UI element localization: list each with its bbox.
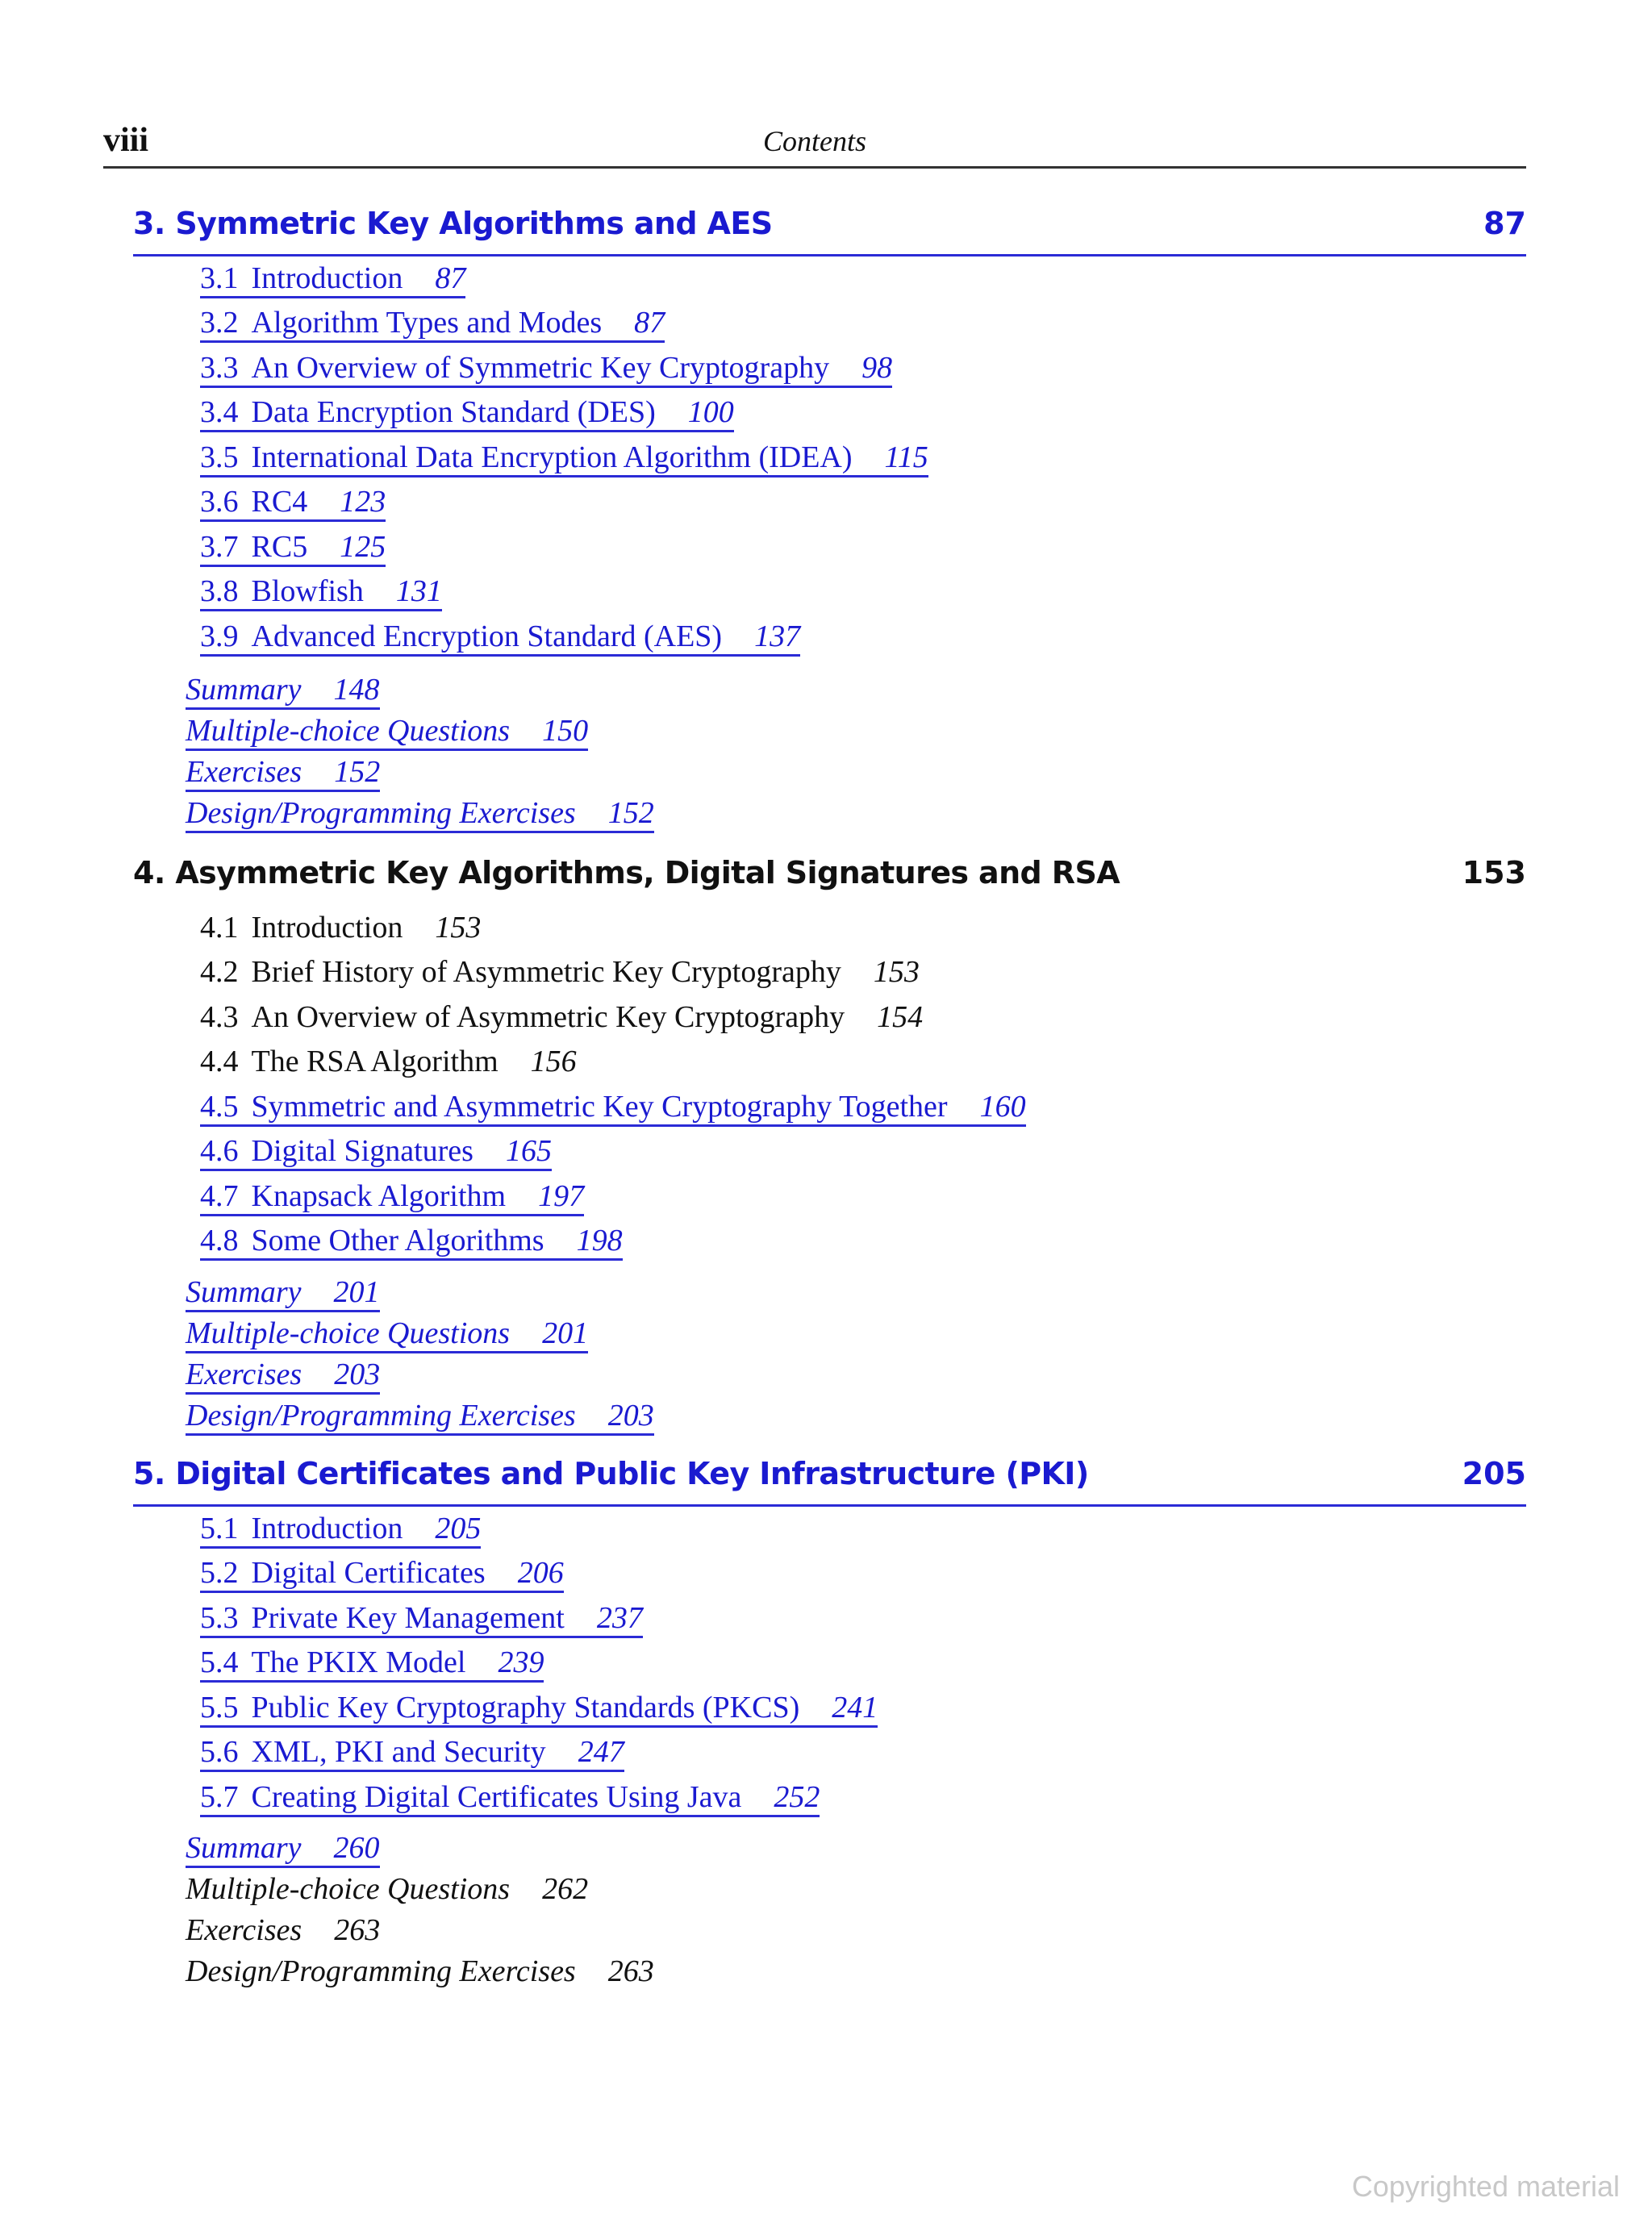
chapter-5-link[interactable] (133, 1456, 1526, 1507)
section-3-2-link[interactable]: 3.2 Algorithm Types and Modes 87 (200, 305, 665, 343)
section-4-8-link[interactable]: 4.8 Some Other Algorithms 198 (200, 1223, 623, 1261)
section-5-5-link[interactable]: 5.5 Public Key Cryptography Standards (PKCS) 241 (200, 1690, 878, 1728)
section-5-1-link[interactable]: 5.1 Introduction 205 (200, 1511, 481, 1549)
section-5-6-link[interactable]: 5.6 XML, PKI and Security 247 (200, 1734, 624, 1772)
section-3-8-link[interactable]: 3.8 Blowfish 131 (200, 573, 442, 611)
section-3-3-link[interactable]: 3.3 An Overview of Symmetric Key Cryptography 98 (200, 350, 892, 388)
page-number: viii (103, 122, 149, 159)
chapter-3-link[interactable] (133, 206, 1526, 256)
section-3-4-link[interactable]: 3.4 Data Encryption Standard (DES) 100 (200, 394, 734, 432)
running-head (103, 121, 1526, 169)
section-3-7-link[interactable]: 3.7 RC5 125 (200, 529, 386, 567)
chapter-page: 87 (1483, 206, 1526, 241)
section-5-3-link[interactable]: 5.3 Private Key Management 237 (200, 1600, 643, 1638)
chapter-3-exercises-link[interactable]: Exercises 152 (186, 754, 380, 792)
chapter-4-mcq-link[interactable]: Multiple-choice Questions 201 (186, 1316, 588, 1353)
chapter-5-summary-link[interactable]: Summary 260 (186, 1830, 380, 1868)
section-4-2: 4.2 Brief History of Asymmetric Key Cryptography 153 (200, 955, 920, 989)
chapter-4-exercises-link[interactable]: Exercises 203 (186, 1357, 380, 1395)
running-title: Contents (762, 125, 866, 157)
section-5-2-link[interactable]: 5.2 Digital Certificates 206 (200, 1555, 564, 1593)
section-4-4: 4.4 The RSA Algorithm 156 (200, 1045, 577, 1078)
section-4-1: 4.1 Introduction 153 (200, 911, 482, 945)
chapter-3-mcq-link[interactable]: Multiple-choice Questions 150 (186, 713, 588, 751)
chapter-page: 153 (1462, 855, 1526, 890)
section-4-7-link[interactable]: 4.7 Knapsack Algorithm 197 (200, 1178, 584, 1216)
section-5-4-link[interactable]: 5.4 The PKIX Model 239 (200, 1645, 544, 1683)
chapter-3-summary-link[interactable]: Summary 148 (186, 672, 380, 710)
section-3-9-link[interactable]: 3.9 Advanced Encryption Standard (AES) 137 (200, 619, 800, 657)
chapter-title: 5. Digital Certificates and Public Key Infrastructure (PKI) (133, 1456, 1089, 1491)
chapter-page: 205 (1462, 1456, 1526, 1491)
chapter-3-design-exercises-link[interactable]: Design/Programming Exercises 152 (186, 795, 654, 833)
section-4-5-link[interactable]: 4.5 Symmetric and Asymmetric Key Cryptography Together 160 (200, 1089, 1026, 1127)
chapter-4-heading (133, 855, 1526, 903)
section-3-6-link[interactable]: 3.6 RC4 123 (200, 484, 386, 522)
section-4-6-link[interactable]: 4.6 Digital Signatures 165 (200, 1133, 552, 1171)
section-5-7-link[interactable]: 5.7 Creating Digital Certificates Using Java 252 (200, 1779, 820, 1817)
chapter-5-mcq: Multiple-choice Questions 262 (186, 1872, 589, 1906)
section-4-3: 4.3 An Overview of Asymmetric Key Cryptography 154 (200, 1000, 924, 1034)
copyright-watermark: Copyrighted material (1351, 2170, 1620, 2203)
chapter-4-summary-link[interactable]: Summary 201 (186, 1274, 380, 1312)
chapter-4-design-exercises-link[interactable]: Design/Programming Exercises 203 (186, 1398, 654, 1436)
chapter-5-exercises: Exercises 263 (186, 1913, 381, 1947)
chapter-5-design-exercises: Design/Programming Exercises 263 (186, 1954, 654, 1988)
chapter-title: 3. Symmetric Key Algorithms and AES (133, 206, 773, 241)
chapter-title: 4. Asymmetric Key Algorithms, Digital Signatures and RSA (133, 855, 1120, 890)
section-3-1-link[interactable]: 3.1 Introduction 87 (200, 261, 465, 298)
section-3-5-link[interactable]: 3.5 International Data Encryption Algorithm (IDEA) 115 (200, 440, 928, 478)
